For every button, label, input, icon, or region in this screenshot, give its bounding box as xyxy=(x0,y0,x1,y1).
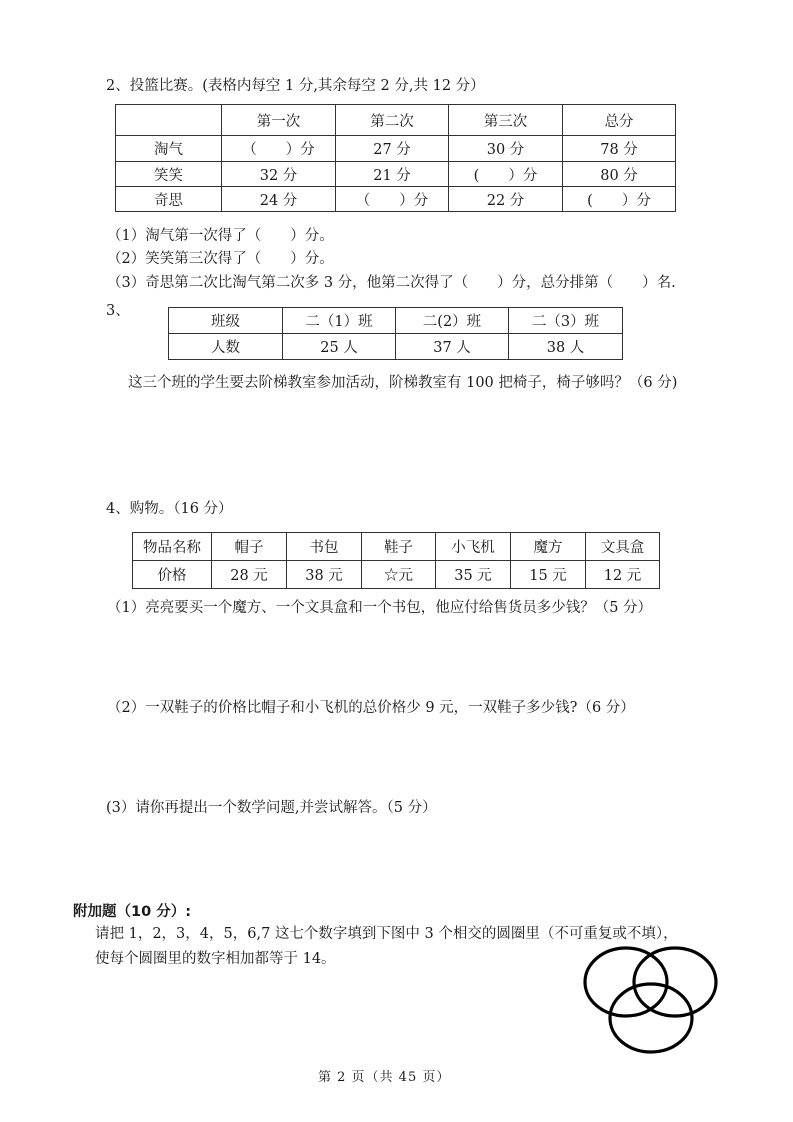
venn-circle-left xyxy=(585,948,667,1016)
row-label: 班级 xyxy=(169,308,283,334)
answer-blank-cell[interactable]: （ ）分 xyxy=(222,136,336,162)
row-label: 价格 xyxy=(133,561,212,589)
q2-subquestion-3: （3）奇思第二次比淘气第二次多 3 分，他第二次得了（ ）分，总分排第（ ）名. xyxy=(107,275,676,291)
q4-subquestion-1: （1）亮亮要买一个魔方、一个文具盒和一个书包，他应付给售货员多少钱？（5 分） xyxy=(107,600,653,616)
q2-score-table xyxy=(115,104,676,212)
table-cell: 30 分 xyxy=(449,136,563,162)
table-row xyxy=(169,334,623,360)
table-cell: 24 分 xyxy=(222,187,336,212)
row-label: 笑笑 xyxy=(116,162,222,187)
table-cell: 35 元 xyxy=(436,561,511,589)
table-header-cell: 总分 xyxy=(563,105,676,136)
venn-diagram xyxy=(578,940,728,1060)
table-cell: 22 分 xyxy=(449,187,563,212)
table-row xyxy=(116,187,676,212)
q4-price-table xyxy=(132,532,660,589)
table-cell: 15 元 xyxy=(511,561,586,589)
table-cell: 魔方 xyxy=(511,533,586,561)
table-cell: 37 人 xyxy=(396,334,509,360)
table-cell: 21 分 xyxy=(336,162,449,187)
table-cell: 文具盒 xyxy=(586,533,660,561)
table-header-row xyxy=(116,105,676,136)
q4-title: 4、购物。（16 分） xyxy=(106,501,233,517)
table-cell: 二(2）班 xyxy=(396,308,509,334)
q3-question: 这三个班的学生要去阶梯教室参加活动，阶梯教室有 100 把椅子，椅子够吗？（6 分) xyxy=(128,375,678,391)
table-header-cell: 第三次 xyxy=(449,105,563,136)
page-number-footer: 第 2 页（共 45 页） xyxy=(318,1070,451,1085)
table-cell: 帽子 xyxy=(212,533,287,561)
table-cell: 80 分 xyxy=(563,162,676,187)
bonus-line-2: 使每个圆圈里的数字相加都等于 14。 xyxy=(95,951,336,967)
table-row xyxy=(116,162,676,187)
table-cell: 25 人 xyxy=(283,334,396,360)
answer-blank-cell[interactable]: （ ）分 xyxy=(336,187,449,212)
row-label: 奇思 xyxy=(116,187,222,212)
table-cell: ☆元 xyxy=(362,561,436,589)
row-label: 物品名称 xyxy=(133,533,212,561)
table-row xyxy=(133,533,660,561)
table-cell: 28 元 xyxy=(212,561,287,589)
table-cell: 78 分 xyxy=(563,136,676,162)
answer-blank-cell[interactable]: ( ）分 xyxy=(449,162,563,187)
table-header-cell: 第一次 xyxy=(222,105,336,136)
table-cell: 27 分 xyxy=(336,136,449,162)
table-cell: 38 元 xyxy=(287,561,362,589)
table-row xyxy=(133,561,660,589)
table-cell: 二（1）班 xyxy=(283,308,396,334)
table-header-cell xyxy=(116,105,222,136)
bonus-title: 附加题（10 分）: xyxy=(73,904,192,920)
q2-title: 2、投篮比赛。(表格内每空 1 分,其余每空 2 分,共 12 分） xyxy=(106,78,485,94)
table-cell: 38 人 xyxy=(509,334,623,360)
q4-subquestion-2: （2）一双鞋子的价格比帽子和小飞机的总价格少 9 元，一双鞋子多少钱?（6 分） xyxy=(107,700,635,716)
table-cell: 小飞机 xyxy=(436,533,511,561)
q2-subquestion-2: （2）笑笑第三次得了（ ）分。 xyxy=(107,251,334,267)
venn-circle-right xyxy=(634,948,716,1016)
q3-number: 3、 xyxy=(106,303,130,319)
bonus-line-1: 请把 1，2，3，4，5，6,7 这七个数字填到下图中 3 个相交的圆圈里（不可重复或不填）， xyxy=(95,926,678,942)
venn-circle-bottom xyxy=(610,984,692,1052)
q2-subquestion-1: （1）淘气第一次得了（ ）分。 xyxy=(107,228,334,244)
table-cell: 32 分 xyxy=(222,162,336,187)
table-cell: 书包 xyxy=(287,533,362,561)
table-row xyxy=(169,308,623,334)
table-header-cell: 第二次 xyxy=(336,105,449,136)
row-label: 淘气 xyxy=(116,136,222,162)
answer-blank-cell[interactable]: ( ）分 xyxy=(563,187,676,212)
q4-subquestion-3: (3）请你再提出一个数学问题,并尝试解答。（5 分） xyxy=(106,800,437,816)
table-cell: 二（3）班 xyxy=(509,308,623,334)
row-label: 人数 xyxy=(169,334,283,360)
table-cell: 鞋子 xyxy=(362,533,436,561)
table-row xyxy=(116,136,676,162)
q3-class-table xyxy=(168,307,623,360)
table-cell: 12 元 xyxy=(586,561,660,589)
